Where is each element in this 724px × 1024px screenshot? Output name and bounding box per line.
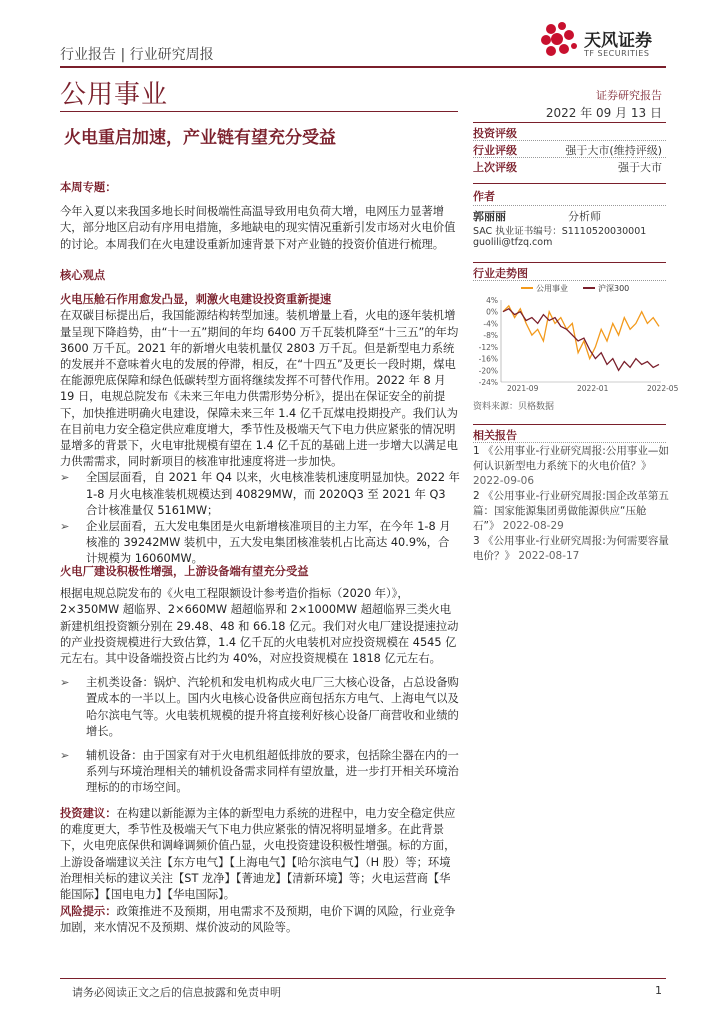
equipment-section [60,564,460,797]
bullet-arrow-icon: ➢ [60,520,70,534]
logo-name: 天风证券 [584,31,652,51]
y-axis [479,296,501,387]
sidebar-rule [473,122,666,123]
bullet-arrow-icon: ➢ [60,749,70,763]
y-tick-label: -16% [478,354,498,364]
x-tick-label: 2021-09 [507,384,539,393]
related-heading: 相关报告 [473,429,517,442]
rating-heading: 投资评级 [473,127,517,140]
y-tick-label: 0% [486,307,498,317]
topic-heading: 本周专题： [60,181,117,194]
divider [473,140,666,141]
bullet-arrow-icon: ➢ [60,676,70,690]
chart-lines [503,306,659,370]
related-report[interactable] [473,534,669,564]
chart-source: 资料来源：贝格数据 [473,402,555,412]
advice-label: 投资建议： [60,807,117,820]
related-report-title[interactable]: 2 《公用事业-行业研究周报:国企改革第五篇：国家能源集团勇做能源供应“压舱石”》 [473,490,669,532]
industry-rating-value: 强于大市(维持评级) [565,144,662,157]
y-tick-label: -20% [478,366,498,376]
chart-legend [521,283,629,293]
related-report-title[interactable]: 3 《公用事业-行业研究周报:为何需要容量电价？》 [473,535,669,562]
y-tick-label: -12% [478,342,498,352]
related-report-date: 2022-09-06 [473,475,535,487]
risk-section [60,904,460,936]
footer-disclaimer: 请务必阅读正文之后的信息披露和免责申明 [72,986,281,999]
divider [473,205,666,206]
x-tick-label: 2022-01 [577,384,609,393]
title-rule [60,111,458,112]
related-report-title[interactable]: 1 《公用事业-行业研究周报:公用事业—如何认识新型电力系统下的火电价值？》 [473,445,669,472]
risk-label: 风险提示： [60,905,117,918]
topic-section [60,180,460,253]
report-category: 行业报告 | 行业研究周报 [60,47,214,63]
divider [473,442,666,443]
sector-title: 公用事业 [60,80,169,110]
divider [473,157,666,158]
core-paragraph-1: 在双碳目标提出后，我国能源结构转型加速。装机增量上看，火电的逐年装机增量呈现下降趋势，由“十一五”期间的年均 6400 万千瓦装机降至“十三五”的年均 3600 万千瓦。2021 年的新增火电装机量仅 2803 万千瓦。但是新型电力系统的发展并不意味着火电的发展的停滞，相反，在“十四五”及更长一段时期，煤电在能源兜底保障和绿色低碳转型方面将继续发挥不可替代作用。2022 年 8 月 19 日，电规总院发布《未来三年电力供需形势分析》，提出在保证安全的前提下，加快推进明确火电建设，保障未来三年 1.4 亿千瓦煤电投期投产。我们认为在目前电力安全稳定供应难度增大，季节性及极端天气下电力供应紧张的情况明显增多的背景下，火电审批规模有望在 1.4 亿千瓦的基础上进一步增大以满足电力供需需求，同时新项目的核准审批速度将进一步加快。 [60,309,459,469]
logo-mark-icon [538,18,582,62]
core-heading: 核心观点 [60,269,106,282]
related-report[interactable] [473,489,669,534]
topic-text: 今年入夏以来我国多地长时间极端性高温导致用电负荷大增，电网压力显著增大，部分地区启动有序用电措施，多地缺电的现实情况重新引发市场对火电价值的讨论。本周我们在火电建设重新加速背景下对产业链的投资价值进行梳理。 [60,205,456,251]
bullet-item [60,470,460,519]
bullet-text: 主机类设备：锅炉、汽轮机和发电机构成火电厂三大核心设备，占总设备购置成本的一半以上。国内火电核心设备供应商包括东方电气、上海电气以及哈尔滨电气等。火电装机规模的提升将直接利好核心设备厂商营收和业绩的增长。 [86,676,459,738]
bullet-item [60,675,460,740]
industry-rating-label: 行业评级 [473,144,517,157]
related-reports-list [473,444,669,564]
author-title: 分析师 [568,210,601,223]
legend-label: 公用事业 [536,284,568,293]
prev-rating-value: 强于大市 [618,161,662,174]
y-tick-label: -4% [483,319,498,329]
y-tick-label: -24% [478,378,498,387]
report-date: 2022 年 09 月 13 日 [545,106,662,120]
y-tick-label: -8% [483,331,498,341]
y-tick-label: 4% [486,296,498,305]
series-line-csi300 [503,309,659,371]
footer-rule [60,978,666,979]
sidebar-rule [473,262,666,263]
sidebar-rule [473,183,666,184]
logo-english: TF SECURITIES [584,49,650,58]
risk-text: 政策推进不及预期，用电需求不及预期，电价下调的风险，行业竞争加剧，来水情况不及预期、煤价波动的风险等。 [60,905,456,935]
core-section [60,268,460,568]
header-rule [60,66,666,68]
trend-heading: 行业走势图 [473,267,528,280]
related-report[interactable] [473,444,669,489]
bullet-arrow-icon: ➢ [60,471,70,485]
core-paragraph-2: 根据电规总院发布的《火电工程限额设计参考造价指标（2020 年）》，2×350MW 超临界、2×660MW 超超临界和 2×1000MW 超超临界三类火电新建机组投资额分别在 29.48、48 和 66.18 亿元。我们对火电厂建设提速拉动的产业投资规模进行大致估算，1.4 亿千瓦的火电装机对应投资规模在 4545 亿元左右。其中设备端投资占比约为 40%，对应投资规模在 1818 亿元左右。 [60,587,459,666]
related-report-date: 2022-08-17 [518,550,580,562]
advice-section [60,806,460,903]
report-title: 火电重启加速，产业链有望充分受益 [64,128,336,148]
advice-text: 在构建以新能源为主体的新型电力系统的进程中，电力安全稳定供应的难度更大，季节性及极端天气下电力供应紧张的情况将明显增多。在此背景下，火电兜底保供和调峰调频价值凸显，火电投资建设积极性增强。标的方面，上游设备端建议关注【东方电气】【上海电气】【哈尔滨电气】（H 股）等；环境治理相关标的建议关注【ST 龙净】【菁迪龙】【清新环境】等；火电运营商【华能国际】【国电电力】【华电国际】。 [60,807,456,902]
core-subheading-1: 火电压舱石作用愈发凸显，刺激火电建设投资重新提速 [60,293,332,307]
core-subheading-2: 火电厂建设积极性增强，上游设备端有望充分受益 [60,565,309,578]
bullet-text: 企业层面看，五大发电集团是火电新增核准项目的主力军，在今年 1-8 月核准的 39242MW 装机中，五大发电集团核准装机占比高达 40.9%，合计规模为 16060MW。 [86,520,451,566]
bullet-item [60,519,460,568]
page-number: 1 [655,984,662,997]
divider [473,280,666,281]
author-name: 郭丽丽 [473,210,506,223]
bullet-text: 辅机设备：由于国家有对于火电机组超低排放的要求，包括除尘器在内的一系列与环境治理相关的辅机设备需求同样有望放量，进一步打开相关环境治理标的的市场空间。 [86,749,459,795]
author-sac: SAC 执业证书编号：S1110520030001 [473,226,647,237]
related-report-date: 2022-08-29 [502,520,564,532]
sidebar-rule [473,424,666,425]
author-heading: 作者 [473,190,495,203]
prev-rating-label: 上次评级 [473,161,517,174]
x-tick-label: 2022-05 [647,384,679,393]
trend-chart [473,282,679,394]
bullet-text: 全国层面看，自 2021 年 Q4 以来，火电核准装机速度明显加快。2022 年 1-8 月火电核准装机规模达到 40829MW，而 2020Q3 至 2021 年 Q3 合计核准量仅 5161MW； [86,471,460,517]
report-type: 证券研究报告 [596,89,662,102]
bullet-item [60,748,460,797]
author-email[interactable]: guolili@tfzq.com [473,237,553,248]
x-axis [501,382,679,393]
legend-label: 沪深300 [598,284,630,293]
series-line-utilities [503,306,659,359]
